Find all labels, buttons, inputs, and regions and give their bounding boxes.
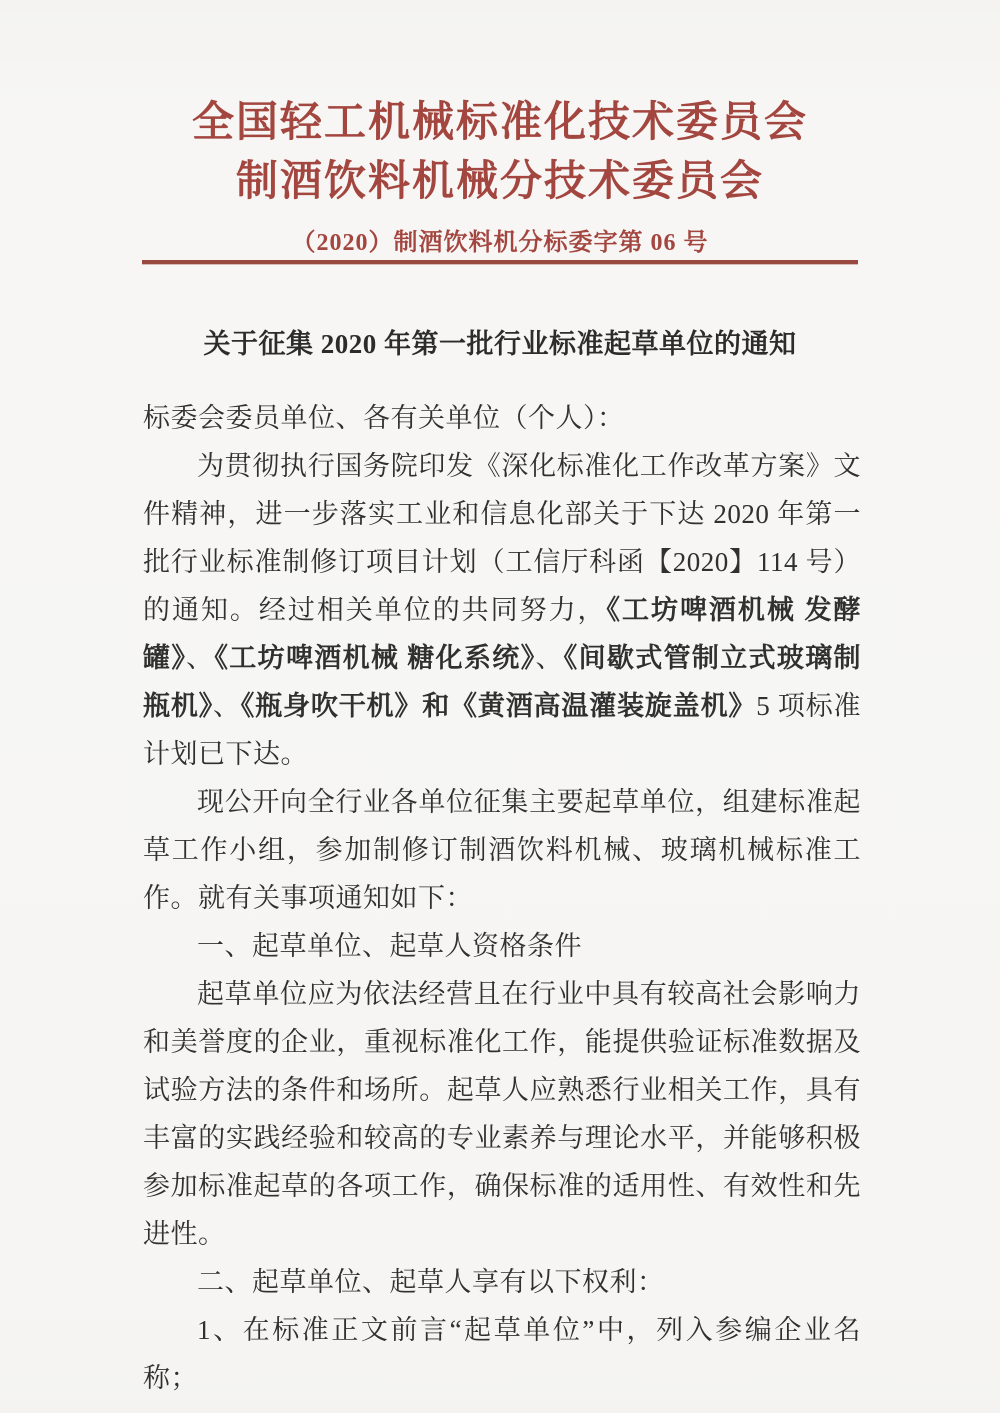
org-name-line1: 全国轻工机械标准化技术委员会 [191, 100, 808, 146]
separator-1: 、 [186, 643, 215, 673]
standard-title-3: 《间歇式管制立式玻璃制瓶机》 [143, 643, 862, 721]
standard-title-2: 《工坊啤酒机械 糖化系统》 [214, 643, 536, 673]
section-1-heading: 一、起草单位、起草人资格条件 [197, 931, 582, 961]
red-divider-rule [142, 260, 858, 264]
document-body [143, 394, 861, 1402]
separator-3: 、 [213, 691, 241, 721]
paragraph-solicitation: 现公开向全行业各单位征集主要起草单位，组建标准起草工作小组，参加制修订制酒饮料机械、玻璃机械标准工作。就有关事项通知如下： [143, 787, 861, 913]
document-header [0, 94, 1000, 257]
paragraph-background-tail: 5 项标准计划已下达。 [143, 691, 862, 769]
paragraph-background-text: 为贯彻执行国务院印发《深化标准化工作改革方案》文件精神，进一步落实工业和信息化部关于下达 2020 年第一批行业标准制修订项目计划（工信厅科函【2020】114 号）的通知。经过相关单位的共同努力， [143, 451, 861, 625]
standard-title-1: 《工坊啤酒机械 发酵罐》 [143, 595, 862, 673]
salutation: 标委会委员单位、各有关单位（个人）： [143, 403, 625, 433]
separator-2: 、 [535, 643, 564, 673]
standard-title-4-5: 《瓶身吹干机》和《黄酒高温灌装旋盖机》 [240, 691, 757, 721]
list-item-1: 1、在标准正文前言“起草单位”中，列入参编企业名称； [143, 1315, 861, 1393]
section-2-heading: 二、起草单位、起草人享有以下权利： [197, 1267, 665, 1297]
paragraph-background [143, 442, 861, 778]
document-title: 关于征集 2020 年第一批行业标准起草单位的通知 [203, 329, 797, 359]
paragraph-qualifications: 起草单位应为依法经营且在行业中具有较高社会影响力和美誉度的企业，重视标准化工作，能提供验证标准数据及试验方法的条件和场所。起草人应熟悉行业相关工作，具有丰富的实践经验和较高的专业素养与理论水平，并能够积极参加标准起草的各项工作，确保标准的适用性、有效性和先进性。 [143, 979, 861, 1249]
org-name-line2: 制酒饮料机械分技术委员会 [235, 159, 764, 205]
doc-number: （2020）制酒饮料机分标委字第 06 号 [291, 230, 709, 256]
